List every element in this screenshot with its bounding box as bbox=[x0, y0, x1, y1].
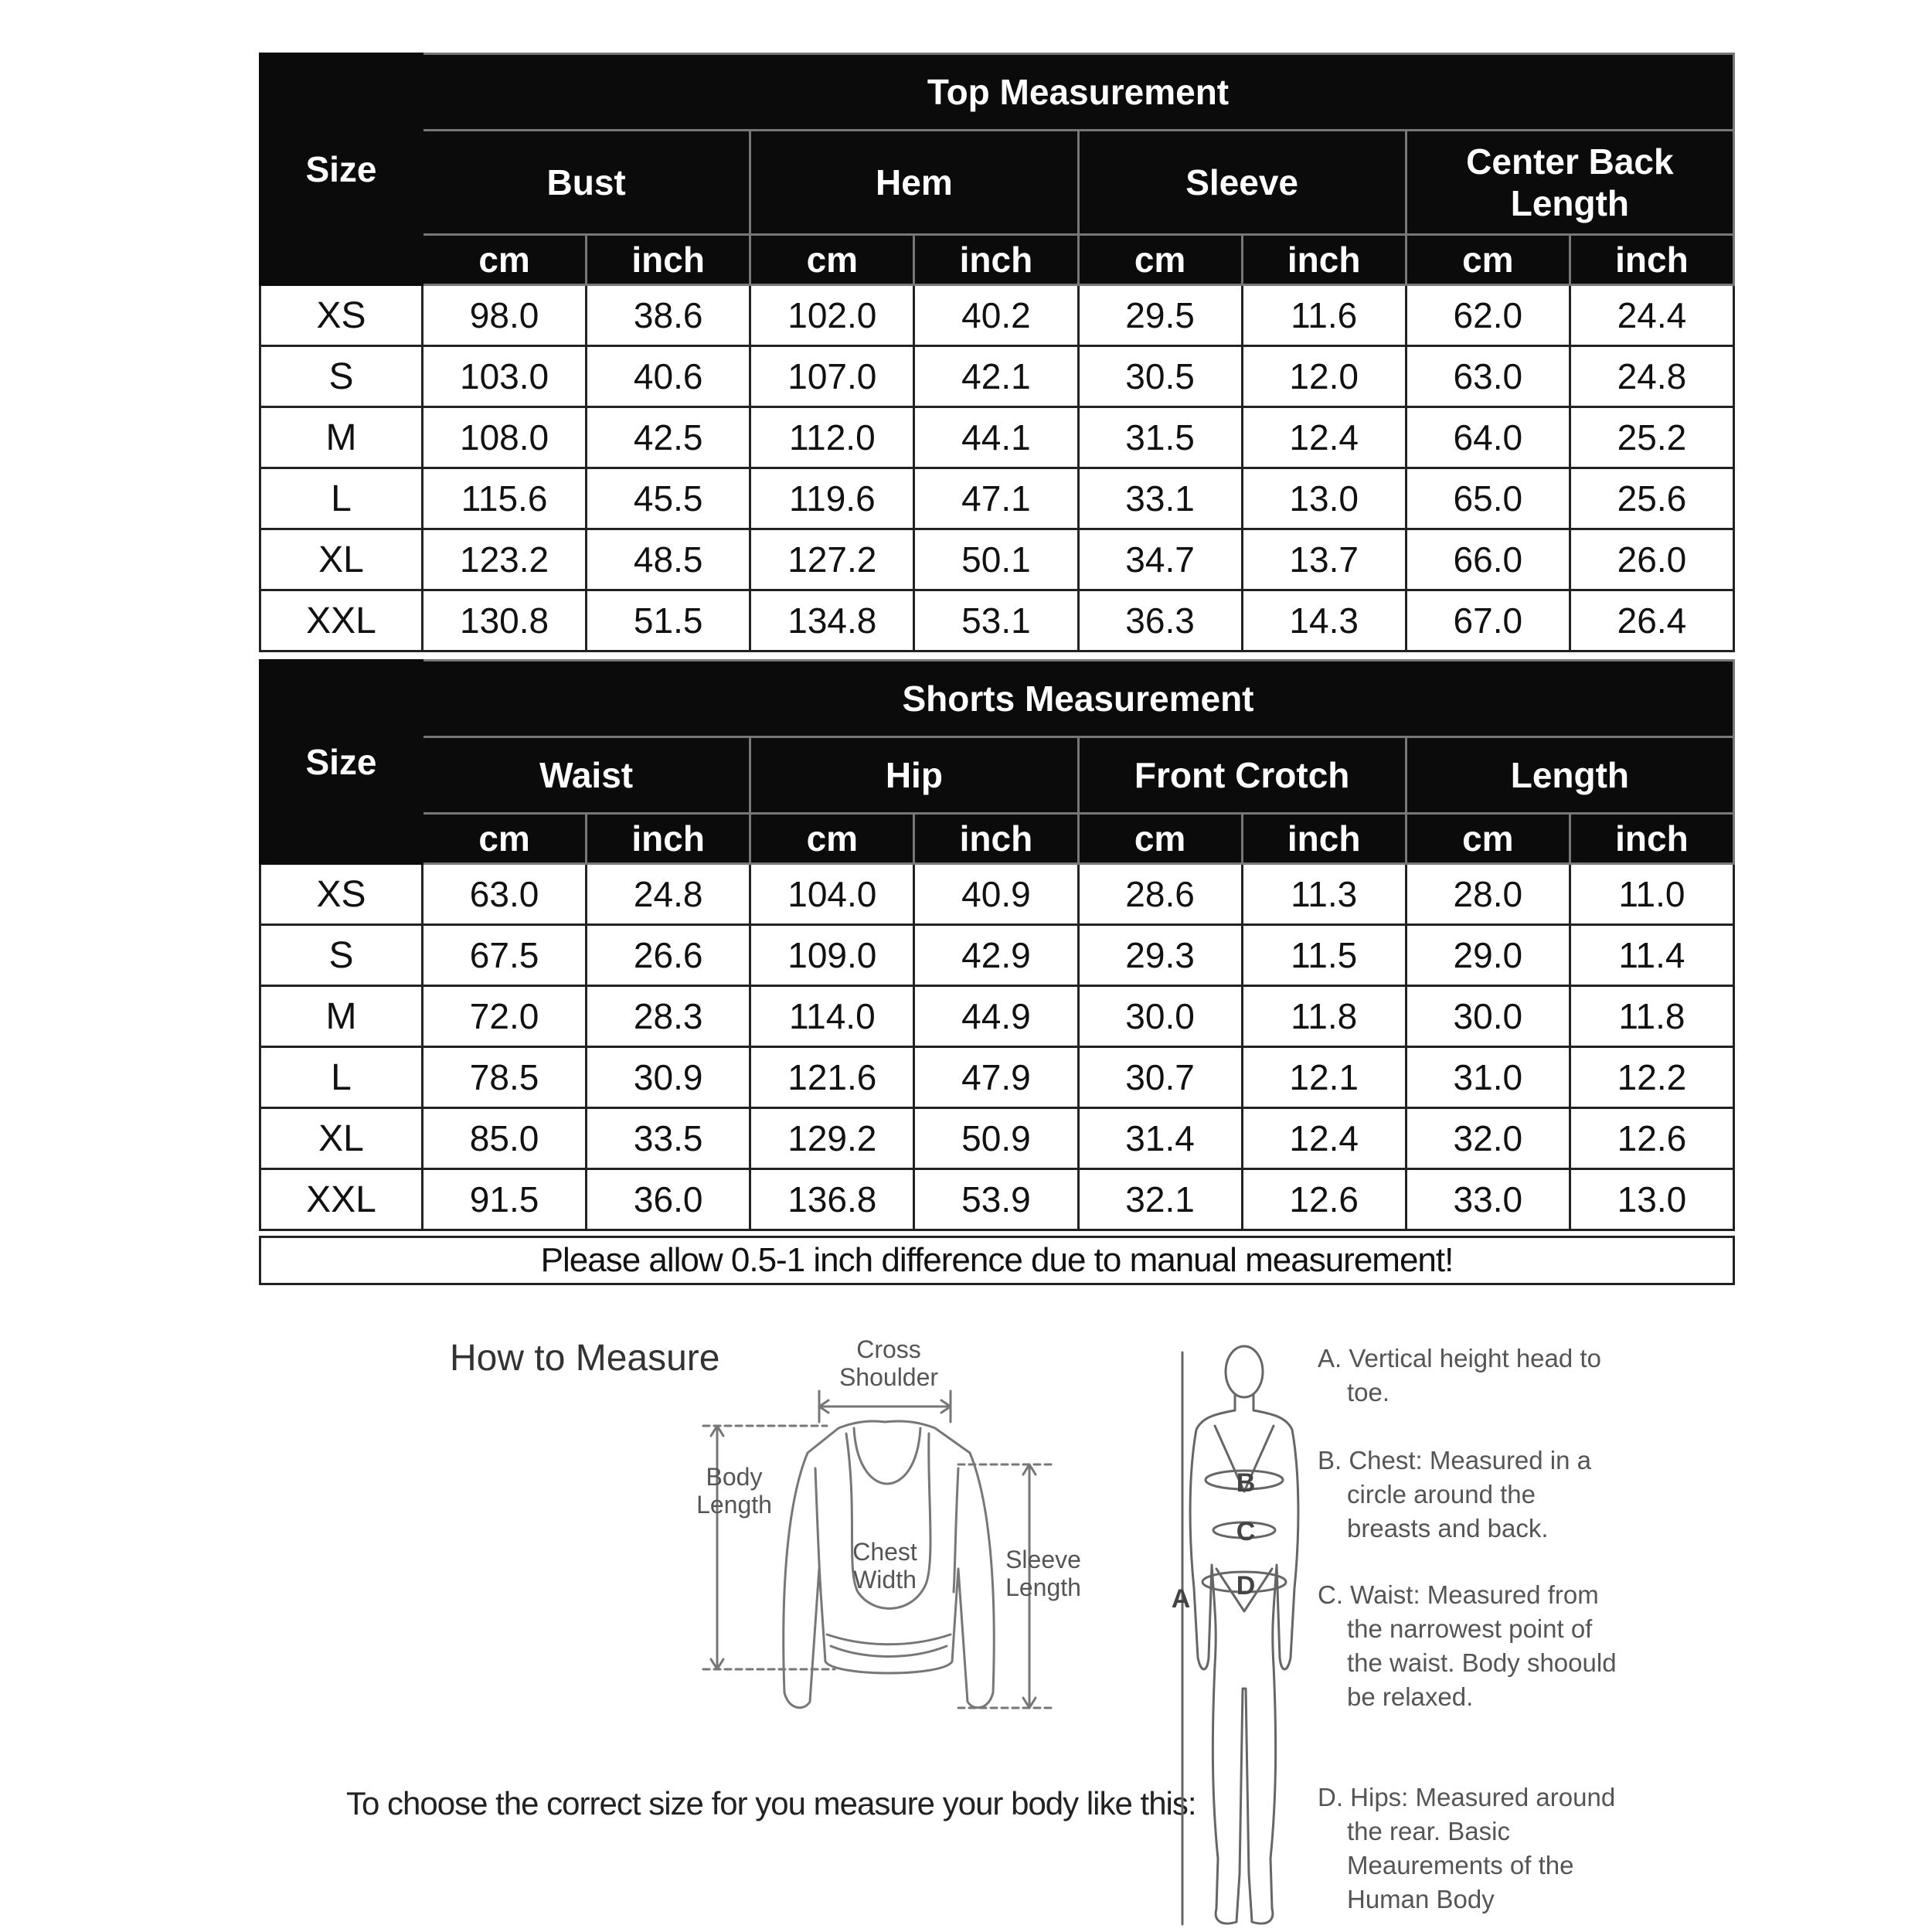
value-cell: 25.2 bbox=[1570, 407, 1733, 468]
value-cell: 98.0 bbox=[423, 285, 587, 346]
value-cell: 33.5 bbox=[587, 1108, 750, 1169]
unit-header: inch bbox=[1570, 814, 1733, 864]
value-cell: 136.8 bbox=[750, 1169, 914, 1230]
how-to-measure-title: How to Measure bbox=[450, 1338, 720, 1379]
table-row bbox=[260, 925, 1734, 986]
value-cell: 24.4 bbox=[1570, 285, 1733, 346]
size-cell: XL bbox=[260, 1108, 423, 1169]
value-cell: 44.9 bbox=[914, 986, 1078, 1047]
value-cell: 63.0 bbox=[423, 864, 587, 925]
size-cell: L bbox=[260, 1047, 423, 1108]
unit-header: cm bbox=[423, 814, 587, 864]
value-cell: 29.3 bbox=[1078, 925, 1242, 986]
value-cell: 63.0 bbox=[1406, 346, 1570, 407]
value-cell: 104.0 bbox=[750, 864, 914, 925]
legend-item-c: C. Waist: Measured from the narrowest point of the waist. Body shoould be relaxed. bbox=[1318, 1580, 1617, 1711]
value-cell: 26.0 bbox=[1570, 529, 1733, 590]
value-cell: 30.0 bbox=[1406, 986, 1570, 1047]
value-cell: 32.0 bbox=[1406, 1108, 1570, 1169]
top-measurement-table bbox=[259, 53, 1735, 652]
size-header: Size bbox=[260, 54, 423, 285]
value-cell: 40.2 bbox=[914, 285, 1078, 346]
value-cell: 40.9 bbox=[914, 864, 1078, 925]
value-cell: 34.7 bbox=[1078, 529, 1242, 590]
value-cell: 24.8 bbox=[1570, 346, 1733, 407]
size-header: Size bbox=[260, 661, 423, 864]
value-cell: 32.1 bbox=[1078, 1169, 1242, 1230]
value-cell: 11.3 bbox=[1242, 864, 1406, 925]
value-cell: 13.0 bbox=[1570, 1169, 1733, 1230]
value-cell: 47.1 bbox=[914, 468, 1078, 529]
value-cell: 44.1 bbox=[914, 407, 1078, 468]
shirt-diagram bbox=[680, 1337, 1097, 1731]
size-cell: S bbox=[260, 925, 423, 986]
value-cell: 12.2 bbox=[1570, 1047, 1733, 1108]
value-cell: 11.0 bbox=[1570, 864, 1733, 925]
value-cell: 78.5 bbox=[423, 1047, 587, 1108]
sleeve-length-label: Sleeve Length bbox=[1005, 1546, 1081, 1601]
value-cell: 12.6 bbox=[1242, 1169, 1406, 1230]
value-cell: 85.0 bbox=[423, 1108, 587, 1169]
group-header-bust: Bust bbox=[423, 131, 750, 235]
value-cell: 121.6 bbox=[750, 1047, 914, 1108]
value-cell: 28.3 bbox=[587, 986, 750, 1047]
table-title: Shorts Measurement bbox=[423, 661, 1734, 737]
value-cell: 47.9 bbox=[914, 1047, 1078, 1108]
value-cell: 31.4 bbox=[1078, 1108, 1242, 1169]
unit-header: cm bbox=[1406, 814, 1570, 864]
value-cell: 130.8 bbox=[423, 590, 587, 651]
value-cell: 123.2 bbox=[423, 529, 587, 590]
body-length-label: Body Length bbox=[696, 1463, 772, 1519]
size-cell: XXL bbox=[260, 590, 423, 651]
unit-header: cm bbox=[750, 235, 914, 285]
cross-shoulder-label: Cross Shoulder bbox=[838, 1335, 939, 1391]
group-header-hem: Hem bbox=[750, 131, 1078, 235]
value-cell: 114.0 bbox=[750, 986, 914, 1047]
value-cell: 30.5 bbox=[1078, 346, 1242, 407]
group-header-front-crotch: Front Crotch bbox=[1078, 737, 1406, 814]
value-cell: 31.0 bbox=[1406, 1047, 1570, 1108]
legend-item-a: A. Vertical height head to toe. bbox=[1318, 1344, 1601, 1406]
unit-header: inch bbox=[1242, 235, 1406, 285]
table-row bbox=[260, 1169, 1734, 1230]
chest-width-label: Chest Width bbox=[852, 1538, 917, 1594]
value-cell: 112.0 bbox=[750, 407, 914, 468]
group-header-center-back-length: Center Back Length bbox=[1406, 131, 1733, 235]
letter-b: B bbox=[1236, 1468, 1256, 1498]
value-cell: 24.8 bbox=[587, 864, 750, 925]
unit-header: inch bbox=[914, 814, 1078, 864]
value-cell: 11.8 bbox=[1570, 986, 1733, 1047]
table-row bbox=[260, 986, 1734, 1047]
unit-header: inch bbox=[587, 814, 750, 864]
value-cell: 48.5 bbox=[587, 529, 750, 590]
value-cell: 29.0 bbox=[1406, 925, 1570, 986]
value-cell: 33.0 bbox=[1406, 1169, 1570, 1230]
value-cell: 29.5 bbox=[1078, 285, 1242, 346]
size-cell: L bbox=[260, 468, 423, 529]
body-figure bbox=[1167, 1333, 1321, 1932]
group-header-sleeve: Sleeve bbox=[1078, 131, 1406, 235]
value-cell: 62.0 bbox=[1406, 285, 1570, 346]
table-body bbox=[260, 285, 1734, 651]
value-cell: 65.0 bbox=[1406, 468, 1570, 529]
size-cell: XS bbox=[260, 285, 423, 346]
measure-instruction: To choose the correct size for you measure your body like this: bbox=[346, 1785, 1196, 1821]
value-cell: 72.0 bbox=[423, 986, 587, 1047]
table-row bbox=[260, 468, 1734, 529]
value-cell: 129.2 bbox=[750, 1108, 914, 1169]
value-cell: 50.1 bbox=[914, 529, 1078, 590]
shorts-measurement-table bbox=[259, 659, 1735, 1231]
value-cell: 30.9 bbox=[587, 1047, 750, 1108]
measurement-note: Please allow 0.5-1 inch difference due to manual measurement! bbox=[259, 1236, 1735, 1285]
value-cell: 42.1 bbox=[914, 346, 1078, 407]
value-cell: 42.5 bbox=[587, 407, 750, 468]
size-cell: XS bbox=[260, 864, 423, 925]
value-cell: 50.9 bbox=[914, 1108, 1078, 1169]
legend-item-d: D. Hips: Measured around the rear. Basic Meaurements of the Human Body bbox=[1318, 1783, 1616, 1913]
table-row bbox=[260, 864, 1734, 925]
value-cell: 53.9 bbox=[914, 1169, 1078, 1230]
group-header-waist: Waist bbox=[423, 737, 750, 814]
table-row bbox=[260, 285, 1734, 346]
value-cell: 91.5 bbox=[423, 1169, 587, 1230]
value-cell: 107.0 bbox=[750, 346, 914, 407]
size-cell: XL bbox=[260, 529, 423, 590]
value-cell: 134.8 bbox=[750, 590, 914, 651]
table-title: Top Measurement bbox=[423, 54, 1734, 131]
value-cell: 102.0 bbox=[750, 285, 914, 346]
size-cell: S bbox=[260, 346, 423, 407]
value-cell: 53.1 bbox=[914, 590, 1078, 651]
value-cell: 109.0 bbox=[750, 925, 914, 986]
value-cell: 33.1 bbox=[1078, 468, 1242, 529]
value-cell: 11.8 bbox=[1242, 986, 1406, 1047]
value-cell: 51.5 bbox=[587, 590, 750, 651]
value-cell: 103.0 bbox=[423, 346, 587, 407]
value-cell: 13.7 bbox=[1242, 529, 1406, 590]
unit-header: inch bbox=[587, 235, 750, 285]
value-cell: 12.6 bbox=[1570, 1108, 1733, 1169]
group-header-length: Length bbox=[1406, 737, 1733, 814]
value-cell: 28.0 bbox=[1406, 864, 1570, 925]
letter-a: A bbox=[1171, 1584, 1191, 1614]
value-cell: 25.6 bbox=[1570, 468, 1733, 529]
value-cell: 12.4 bbox=[1242, 1108, 1406, 1169]
table-body bbox=[260, 864, 1734, 1230]
value-cell: 40.6 bbox=[587, 346, 750, 407]
value-cell: 11.4 bbox=[1570, 925, 1733, 986]
size-cell: XXL bbox=[260, 1169, 423, 1230]
value-cell: 36.3 bbox=[1078, 590, 1242, 651]
group-header-row bbox=[260, 131, 1734, 235]
group-header-row bbox=[260, 737, 1734, 814]
unit-header: cm bbox=[750, 814, 914, 864]
size-cell: M bbox=[260, 407, 423, 468]
value-cell: 26.4 bbox=[1570, 590, 1733, 651]
value-cell: 66.0 bbox=[1406, 529, 1570, 590]
unit-header: cm bbox=[1406, 235, 1570, 285]
value-cell: 115.6 bbox=[423, 468, 587, 529]
value-cell: 67.0 bbox=[1406, 590, 1570, 651]
unit-header: cm bbox=[423, 235, 587, 285]
table-row bbox=[260, 1047, 1734, 1108]
value-cell: 13.0 bbox=[1242, 468, 1406, 529]
letter-c: C bbox=[1236, 1517, 1256, 1546]
value-cell: 30.0 bbox=[1078, 986, 1242, 1047]
value-cell: 28.6 bbox=[1078, 864, 1242, 925]
size-cell: M bbox=[260, 986, 423, 1047]
table-row bbox=[260, 407, 1734, 468]
value-cell: 30.7 bbox=[1078, 1047, 1242, 1108]
value-cell: 31.5 bbox=[1078, 407, 1242, 468]
table-row bbox=[260, 590, 1734, 651]
value-cell: 36.0 bbox=[587, 1169, 750, 1230]
value-cell: 119.6 bbox=[750, 468, 914, 529]
unit-header-row bbox=[260, 814, 1734, 864]
unit-header: inch bbox=[1242, 814, 1406, 864]
unit-header: inch bbox=[1570, 235, 1733, 285]
value-cell: 12.0 bbox=[1242, 346, 1406, 407]
value-cell: 11.5 bbox=[1242, 925, 1406, 986]
table-row bbox=[260, 346, 1734, 407]
value-cell: 14.3 bbox=[1242, 590, 1406, 651]
value-cell: 67.5 bbox=[423, 925, 587, 986]
legend-item-b: B. Chest: Measured in a circle around the breasts and back. bbox=[1318, 1446, 1592, 1543]
value-cell: 38.6 bbox=[587, 285, 750, 346]
value-cell: 26.6 bbox=[587, 925, 750, 986]
table-row bbox=[260, 1108, 1734, 1169]
unit-header: cm bbox=[1078, 814, 1242, 864]
table-row bbox=[260, 529, 1734, 590]
value-cell: 11.6 bbox=[1242, 285, 1406, 346]
value-cell: 127.2 bbox=[750, 529, 914, 590]
unit-header-row bbox=[260, 235, 1734, 285]
value-cell: 42.9 bbox=[914, 925, 1078, 986]
value-cell: 64.0 bbox=[1406, 407, 1570, 468]
value-cell: 108.0 bbox=[423, 407, 587, 468]
value-cell: 12.4 bbox=[1242, 407, 1406, 468]
value-cell: 12.1 bbox=[1242, 1047, 1406, 1108]
value-cell: 45.5 bbox=[587, 468, 750, 529]
letter-d: D bbox=[1236, 1571, 1256, 1600]
unit-header: inch bbox=[914, 235, 1078, 285]
group-header-hip: Hip bbox=[750, 737, 1078, 814]
unit-header: cm bbox=[1078, 235, 1242, 285]
